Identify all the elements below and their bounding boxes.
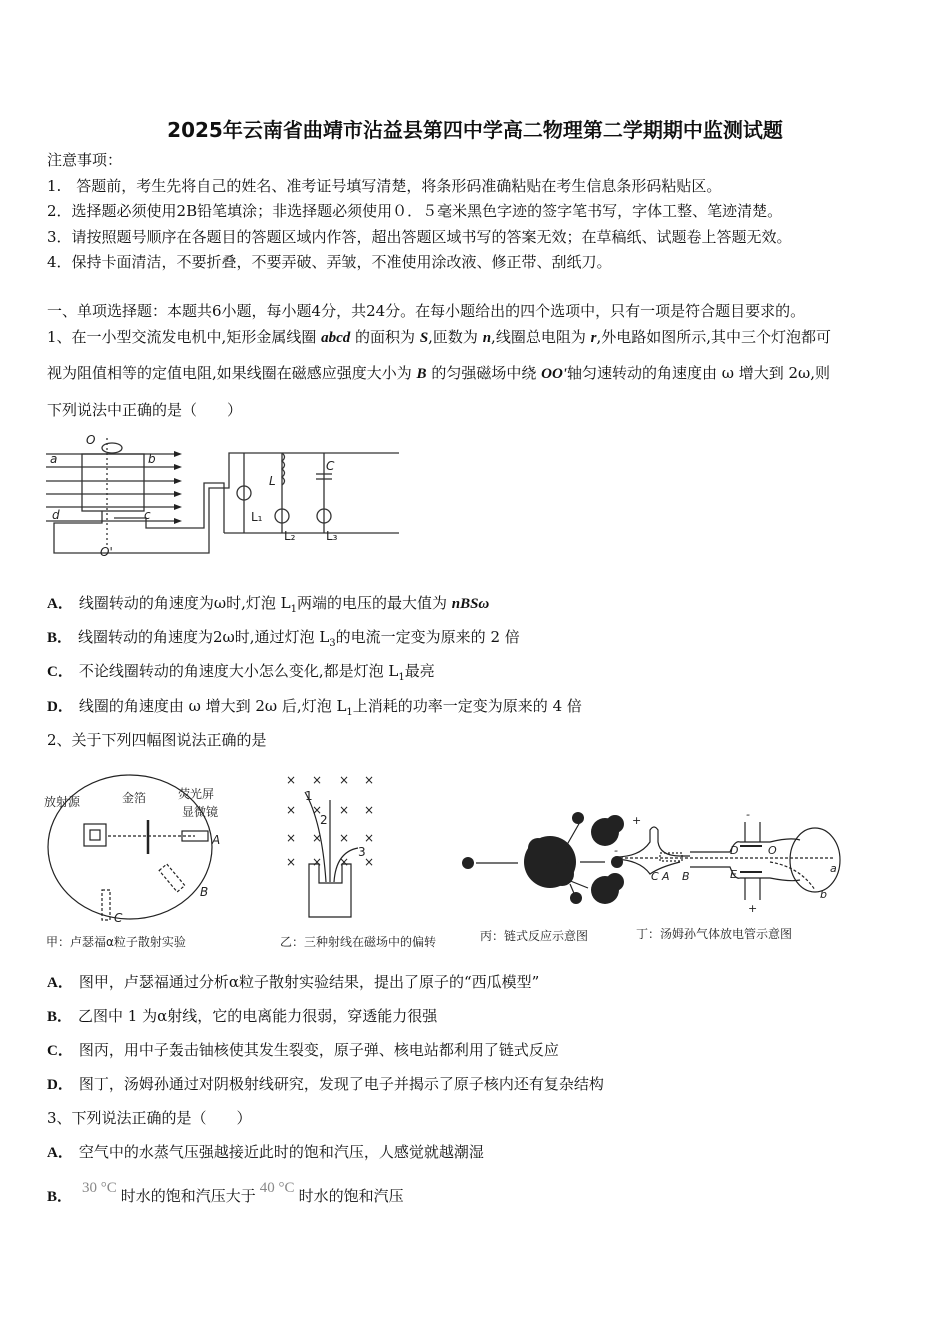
label-l3: L₃ — [326, 529, 338, 543]
label-o-prime: O' — [100, 545, 113, 559]
label-plus-bottom: + — [748, 902, 758, 915]
caption-jia: 甲：卢瑟福α粒子散射实验 — [46, 935, 186, 949]
notice-item: 4．保持卡面清洁，不要折叠，不要弄破、弄皱，不准使用涂改液、修正带、刮纸刀。 — [47, 253, 612, 271]
ray-1-label: 1 — [305, 789, 313, 803]
label-inductor: L — [269, 474, 276, 488]
coil — [82, 454, 144, 511]
svg-text:×: × — [312, 803, 323, 817]
q1-circuit-figure — [44, 428, 394, 563]
magnetic-field-lines — [46, 451, 182, 524]
svg-text:×: × — [364, 831, 375, 845]
q2-option-d: D． 图丁，汤姆孙通过对阴极射线研究，发现了电子并揭示了原子核内还有复杂结构 — [47, 1075, 604, 1093]
svg-text:×: × — [286, 831, 297, 845]
figure-jia-rutherford — [44, 775, 220, 949]
label-c: c — [144, 508, 151, 522]
caption-yi: 乙：三种射线在磁场中的偏转 — [280, 935, 437, 949]
label-d: d — [52, 508, 60, 522]
notice-item: 3．请按照题号顺序在各题目的答题区域内作答，超出答题区域书写的答案无效；在草稿纸、试题卷上答题无效。 — [47, 228, 792, 246]
figure-ding-discharge-tube — [614, 808, 840, 941]
label-c: C — [114, 911, 123, 925]
q3-option-a: A． 空气中的水蒸气压强越接近此时的饱和汽压，人感觉就越潮湿 — [47, 1143, 484, 1161]
q2-stem: 2、关于下列四幅图说法正确的是 — [47, 731, 267, 749]
svg-text:×: × — [286, 855, 297, 869]
q3-option-b: B．30 °C 时水的饱和汽压大于 40 °C 时水的饱和汽压 — [47, 1180, 404, 1205]
label-o: O — [768, 844, 777, 857]
label-a: A — [662, 870, 670, 883]
ray-3-label: 3 — [358, 845, 366, 859]
label-a: a — [50, 452, 58, 466]
figure-bing-chain-reaction — [462, 812, 624, 943]
svg-text:×: × — [364, 855, 375, 869]
label-b: b — [148, 452, 156, 466]
label-l1: L₁ — [251, 510, 263, 524]
q2-four-figures — [40, 762, 837, 957]
label-l2: L₂ — [284, 529, 296, 543]
svg-text:×: × — [364, 773, 375, 787]
q1-stem-line3: 下列说法中正确的是（ ） — [47, 401, 243, 419]
label-e: E — [730, 868, 737, 881]
ray-2-label: 2 — [320, 813, 328, 827]
q1-stem-line2: 视为阻值相等的定值电阻,如果线圈在磁感应强度大小为 B 的匀强磁场中绕 OO'轴匀速转动的角速度由 ω 增大到 2ω,则 — [47, 364, 831, 382]
q1-option-c: C． 不论线圈转动的角速度大小怎么变化,都是灯泡 $L_1$最亮 — [47, 662, 435, 683]
svg-text:×: × — [339, 803, 350, 817]
q1-option-a: A． 线圈转动的角速度为ω时,灯泡 $L_1$两端的电压的最大值为 nBSω — [47, 594, 490, 615]
label-b: B — [682, 870, 690, 883]
q1-stem-line1: 1、在一小型交流发电机中,矩形金属线圈 abcd 的面积为 S,匝数为 n,线圈总电阻为 r,外电路如图所示,其中三个灯泡都可 — [47, 328, 831, 346]
label-o: O — [86, 433, 96, 447]
label-capacitor: C — [326, 459, 335, 473]
svg-text:×: × — [339, 855, 350, 869]
svg-text:×: × — [312, 831, 323, 845]
caption-bing: 丙：链式反应示意图 — [480, 929, 589, 943]
label-small-a: a — [830, 862, 837, 875]
label-source: 放射源 — [44, 795, 81, 809]
label-c: C — [651, 870, 659, 883]
page-title: 2025年云南省曲靖市沾益县第四中学高二物理第二学期期中监测试题 — [167, 118, 783, 142]
q1-option-d: D． 线圈的角速度由 ω 增大到 2ω 后,灯泡 $L_1$上消耗的功率一定变为原来的 4 倍 — [47, 697, 582, 718]
label-minus-left: - — [614, 844, 618, 857]
label-d: D — [730, 844, 739, 857]
q2-option-a: A． 图甲，卢瑟福通过分析α粒子散射实验结果，提出了原子的“西瓜模型” — [47, 973, 540, 991]
notice-heading: 注意事项： — [47, 151, 123, 169]
label-screen: 荧光屏 — [178, 787, 215, 801]
label-microscope: 显微镜 — [182, 805, 219, 819]
label-b: B — [200, 885, 209, 899]
label-foil: 金箔 — [122, 791, 147, 805]
label-a: A — [212, 833, 221, 847]
notice-item: 1. 答题前，考生先将自己的姓名、准考证号填写清楚，将条形码准确粘贴在考生信息条形码粘贴区。 — [47, 177, 722, 195]
label-plus-top: + — [632, 814, 642, 827]
temperature-40c: 40 °C — [259, 1180, 295, 1196]
temperature-30c: 30 °C — [82, 1180, 117, 1196]
section-heading: 一、单项选择题：本题共6小题，每小题4分，共24分。在每小题给出的四个选项中，只有一项是符合题目要求的。 — [47, 302, 806, 320]
q1-option-b: B． 线圈转动的角速度为2ω时,通过灯泡 $L_3$的电流一定变为原来的 2 倍 — [47, 628, 520, 649]
caption-ding: 丁：汤姆孙气体放电管示意图 — [636, 927, 793, 941]
svg-text:×: × — [339, 773, 350, 787]
label-minus-top: - — [746, 808, 750, 821]
q3-stem: 3、下列说法正确的是（ ） — [47, 1109, 252, 1127]
svg-text:×: × — [286, 773, 297, 787]
svg-text:×: × — [339, 831, 350, 845]
svg-text:×: × — [364, 803, 375, 817]
label-small-b: b — [820, 888, 827, 901]
figure-yi-rays — [280, 773, 436, 949]
q2-option-c: C． 图丙，用中子轰击铀核使其发生裂变，原子弹、核电站都利用了链式反应 — [47, 1041, 559, 1059]
q2-option-b: B． 乙图中 1 为α射线，它的电离能力很弱，穿透能力很强 — [47, 1007, 438, 1025]
svg-text:×: × — [312, 855, 323, 869]
svg-text:×: × — [312, 773, 323, 787]
svg-text:×: × — [286, 803, 297, 817]
notice-item: 2．选择题必须使用2B铅笔填涂；非选择题必须使用０．５毫米黑色字迹的签字笔书写，字体工整、笔迹清楚。 — [47, 202, 783, 220]
